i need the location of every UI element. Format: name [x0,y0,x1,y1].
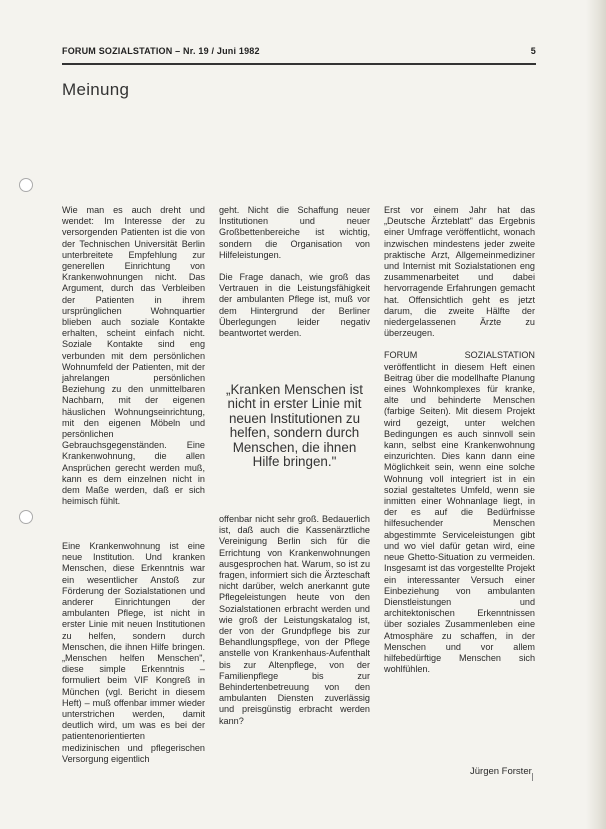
paragraph: offenbar nicht sehr groß. Bedauerlich ist, daß auch die Kassenärztliche Vereinigung Berlin sich für die Errichtung von Krankenwohnungen ausgesprochen hat. Warum, so ist zu fragen, informiert sich die Ärzteschaft nicht darüber, welch anerkannt gute Pflegeleistungen heute von den Sozialstationen erbracht werden und wie groß der Leistungskatalog ist, der von der Grundpflege bis zur Behandlungspflege, von der Pflege anstelle von Krankenhaus-Aufenthalt bis zur Altenpflege, von der Familienpflege bis zur Behindertenbetreuung von den ambulanten Diensten zuverlässig und preisgünstig erbracht werden kann? [219,514,370,726]
column-3 [384,205,535,675]
paragraph: geht. Nicht die Schaffung neuer Institutionen und neuer Großbettenbereiche ist wichtig, sondern die Organisation von Hilfeleistungen. [219,205,370,260]
header-rule [62,63,536,65]
author-signature: Jürgen Forster [470,766,532,777]
column-end-tick [532,773,533,781]
running-header [62,46,536,60]
punch-hole [19,178,33,192]
running-title: FORUM SOZIALSTATION – Nr. 19 / Juni 1982 [62,46,260,56]
paragraph: Erst vor einem Jahr hat das „Deutsche Ärzteblatt" das Ergebnis einer Umfrage veröffentlicht, wonach inzwischen mindestens jeder zweite praktische Arzt, Allgemeinmediziner und Internist mit Sozialstationen eng zusammenarbeitet und dabei hervorragende Erfahrungen gemacht hat. Offensichtlich geht es jetzt darum, die zweite Hälfte der niedergelassenen Ärzte zu überzeugen. [384,205,535,339]
column-2-bottom [219,514,370,727]
column-1-top [62,205,205,507]
column-2-top [219,205,370,339]
paragraph: Die Frage danach, wie groß das Vertrauen in die Leistungsfähigkeit der ambulanten Pflege ist, muß vor dem Hintergrund der Berliner Überlegungen leider negativ beantwortet werden. [219,272,370,339]
punch-hole [19,510,33,524]
paragraph: FORUM SOZIALSTATION veröffentlicht in diesem Heft einen Beitrag über die modellhafte Planung eines Wohnkomplexes für kranke, alte und behinderte Menschen (farbige Seiten). Mit diesem Projekt wird gezeigt, unter welchen Bedingungen es auch sinnvoll sein kann, selbst eine Krankenwohnung einzurichten. Dies kann dann eine Möglichkeit sein, wenn eine solche Wohnung voll integriert ist in ein sozial gestaltetes Umfeld, wenn sie inmitten einer Wohnanlage liegt, in der es auf die Bedürfnisse hilfesuchender Menschen abgestimmte Serviceleistungen gibt und wo viel dafür getan wird, eine neue Ghetto-Situation zu vermeiden. Insgesamt ist das vorgestellte Projekt ein interessanter Versuch einer Einbeziehung von ambulanten Dienstleistungen und architektonischen Erkenntnissen über soziales Zusammenleben eine Atmosphäre zu schaffen, in der Menschen und vor allem hilfebedürftige Menschen sich wohlfühlen. [384,350,535,675]
pull-quote: „Kranken Menschen ist nicht in erster Linie mit neuen Institutionen zu helfen, sondern durch Menschen, die ihnen Hilfe bringen." [226,382,363,470]
section-title: Meinung [62,80,130,99]
column-1-bottom [62,541,205,765]
page-number: 5 [530,46,536,56]
paragraph: Wie man es auch dreht und wendet: Im Interesse der zu versorgenden Patienten ist die von der Technischen Universität Berlin unterbreitete Empfehlung zur generellen Einrichtung von Krankenwohnungen nicht. Das Argument, durch das Verbleiben der Patienten in ihrem ursprünglichen Wohnquartier blieben auch soziale Kontakte erhalten, scheint einfach nicht. Soziale Kontakte sind eng verbunden mit dem persönlichen Wohnumfeld der Patienten, mit der jahrelangen persönlichen Beziehung zu den unmittelbaren Nachbarn, mit der eigenen häuslichen Wohnungseinrichtung, mit den eigenen Möbeln und persönlichen Gebrauchsgegenständen. Eine Krankenwohnung, die allen Ansprüchen gerecht werden muß, kann es dem einzelnen nicht in dem Maße werden, daß er sich heimisch fühlt. [62,205,205,507]
page-fold-shadow [586,0,606,829]
paragraph: Eine Krankenwohnung ist eine neue Institution. Und kranken Menschen, diese Erkenntnis war ein wesentlicher Anstoß zur Förderung der Sozialstationen und anderer Einrichtungen der ambulanten Pflege, ist nicht in erster Linie mit neuen Institutionen zu helfen, sondern durch Menschen, die ihnen Hilfe bringen. „Menschen helfen Menschen", diese simple Erkenntnis – formuliert beim VIF Kongreß in München (vgl. Bericht in diesem Heft) – muß offenbar immer wieder unterstrichen werden, damit deutlich wird, um was es bei der patientenorientierten medizinischen und pflegerischen Versorgung eigentlich [62,541,205,764]
